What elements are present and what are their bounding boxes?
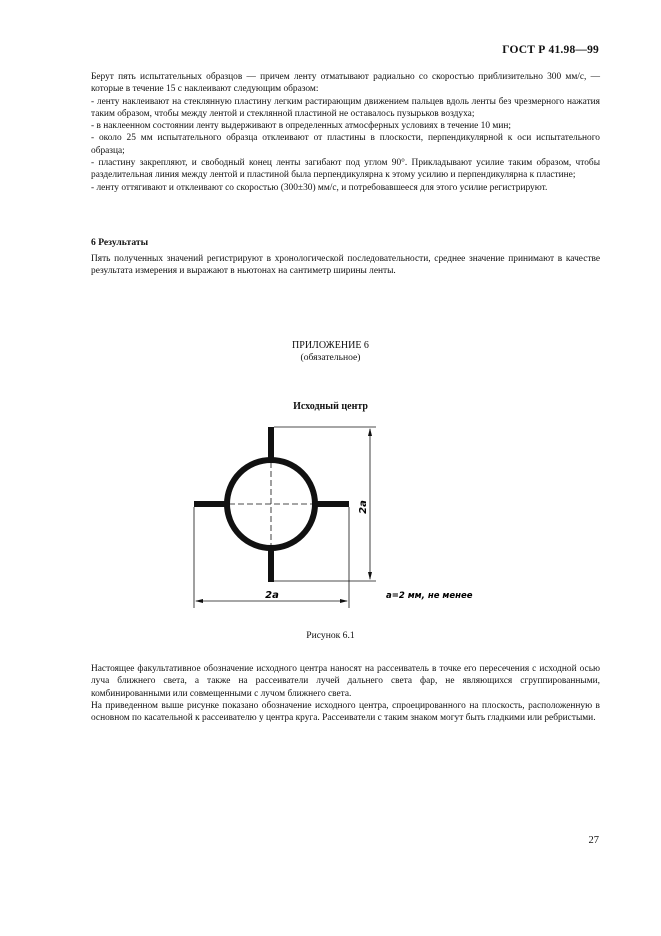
paragraph: - ленту оттягивают и отклеивают со скоростью (300±30) мм/с, и потребовавшееся для этого усилие регистрируют.: [91, 182, 548, 193]
page-number: 27: [588, 835, 599, 846]
dim-arrow-bottom: [368, 572, 372, 580]
dim-arrow-left: [195, 599, 203, 603]
paragraph: Берут пять испытательных образцов — причем ленту отматывают радиально со скоростью приблизительно 300 мм/с, — которые в течение 15 с наклеивают следующим образом:: [91, 72, 600, 95]
paragraph: Пять полученных значений регистрируют в хронологической последовательности, среднее значение принимают в качестве результата измерения и выражают в ньютонах на сантиметр ширины ленты.: [91, 254, 600, 277]
document-header: ГОСТ Р 41.98—99: [502, 44, 599, 56]
paragraph: - в наклеенном состоянии ленту выдерживают в определенных атмосферных условиях в течение 10 мин;: [91, 121, 511, 132]
bottom-text-block: [91, 663, 600, 724]
appendix-title: ПРИЛОЖЕНИЕ 6: [292, 340, 369, 351]
section-6-heading: 6 Результаты: [91, 237, 149, 248]
figure-title: Исходный центр: [293, 401, 368, 412]
paragraph: Настоящее факультативное обозначение исходного центра наносят на рассеиватель в точке его пересечения с исходной осью луча ближнего света, а также на рассеиватели лучей дальнего света фар, не являющихся сгруппированными, комбинированными или совмещенными с лучом ближнего света.: [91, 664, 600, 699]
paragraph: На приведенном выше рисунке показано обозначение исходного центра, спроецированного на плоскость, расположенную в основном по касательной к рассеивателю у центра круга. Рассеиватели с таким знаком могут быть гладкими или ребристыми.: [91, 700, 600, 724]
figure-caption: Рисунок 6.1: [306, 630, 355, 641]
dim-label-vertical: 2a: [358, 500, 369, 514]
size-note: a=2 мм, не менее: [386, 591, 473, 601]
dim-label-horizontal: 2a: [265, 590, 279, 601]
dim-arrow-top: [368, 428, 372, 436]
appendix-subtitle: (обязательное): [300, 352, 361, 363]
paragraph: - около 25 мм испытательного образца отклеивают от пластины в плоскости, перпендикулярной к оси испытательного образца;: [91, 133, 600, 156]
paragraph: - ленту наклеивают на стеклянную пластину легким растирающим движением пальцев вдоль ленты без чрезмерного нажатия таким образом, чтобы между лентой и стеклянной пластиной не оставалось пузырьков воздуха;: [91, 96, 600, 119]
paragraph: - пластину закрепляют, и свободный конец ленты загибают под углом 90°. Прикладывают усилие таким образом, чтобы разделительная линия между лентой и пластиной была перпендикулярна к этому усилию и перпендикулярна к пластине;: [91, 158, 600, 181]
dim-arrow-right: [340, 599, 348, 603]
